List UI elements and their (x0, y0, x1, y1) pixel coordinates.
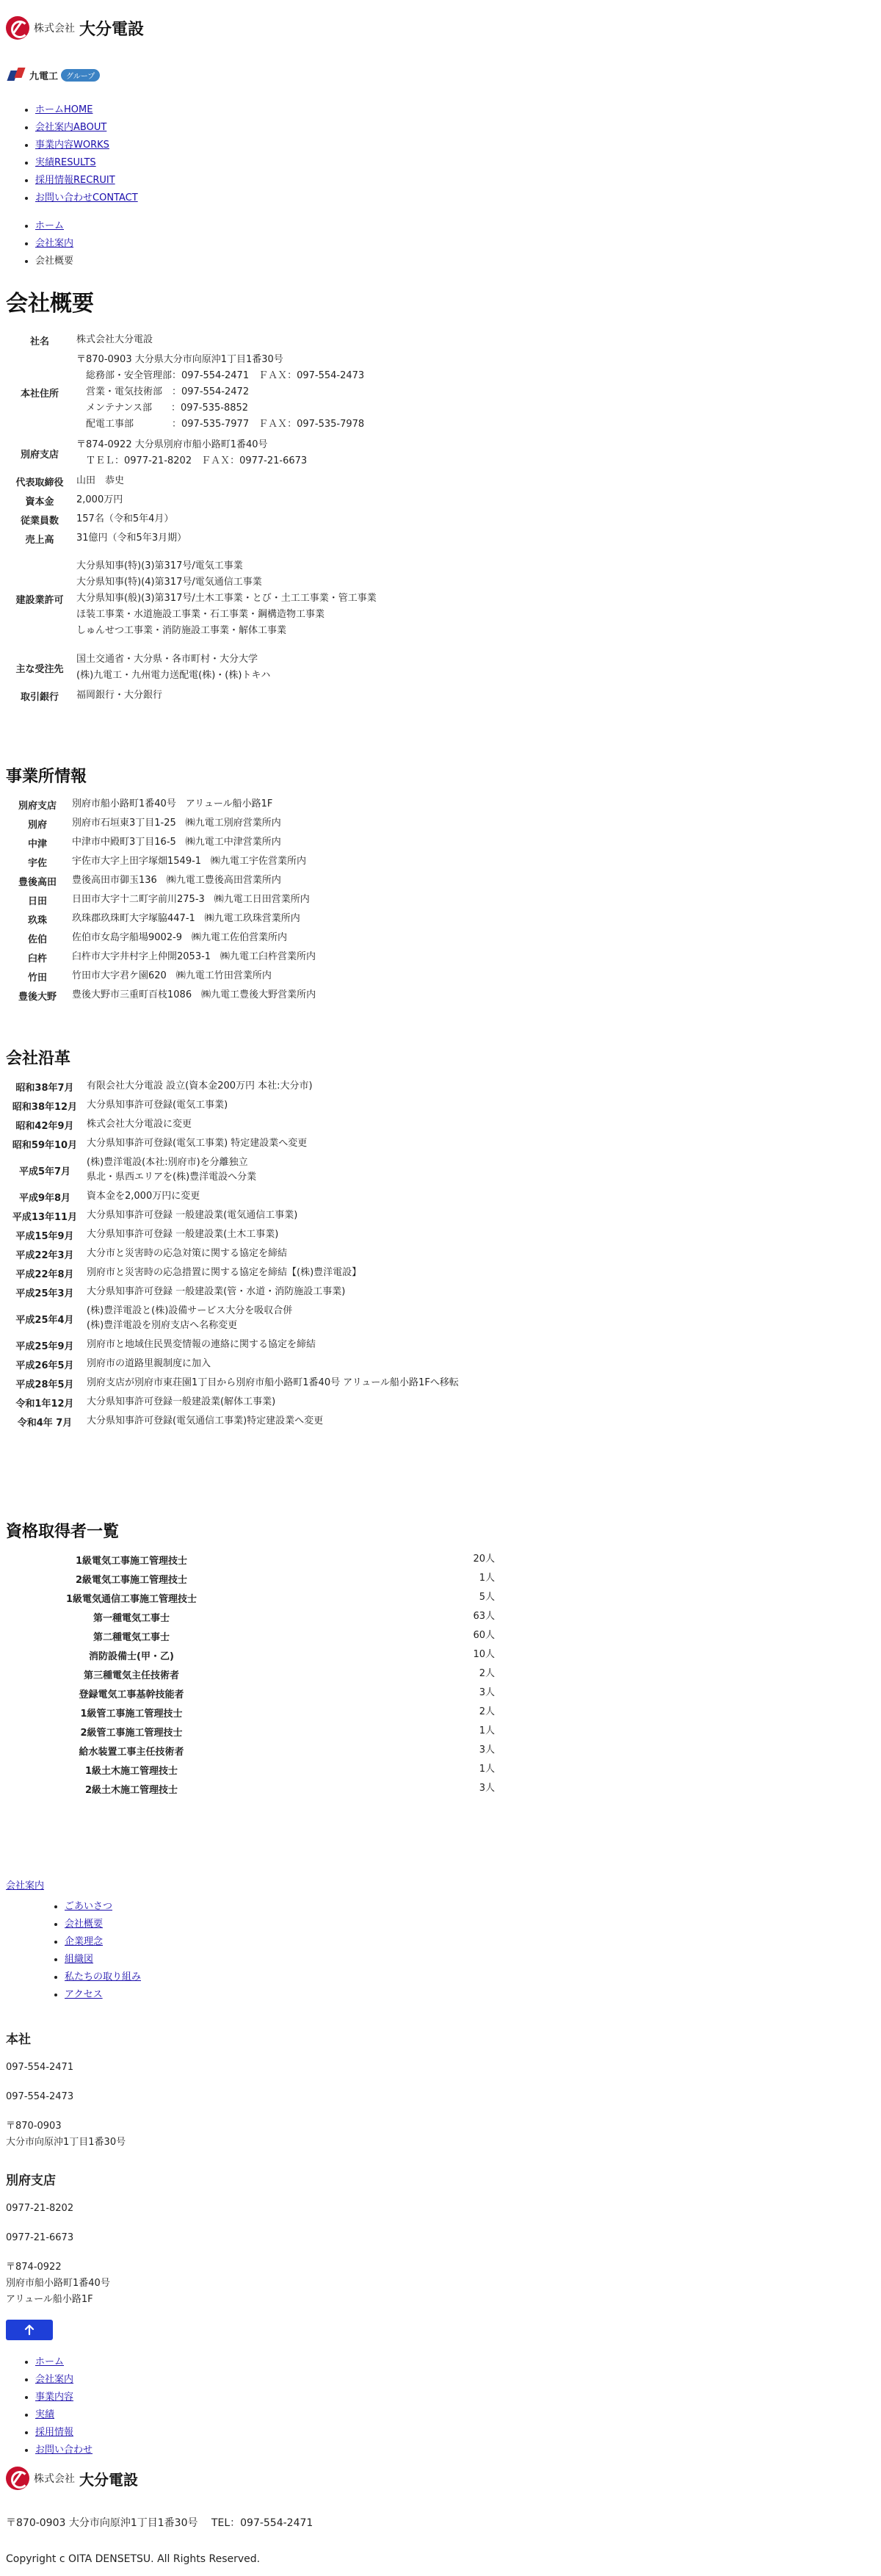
qual-name: 1級土木施工管理技士 (84, 1765, 178, 1777)
overview-table (6, 331, 380, 705)
history-date: 平成9年8月 (18, 1192, 71, 1204)
row-label: 資本金 (25, 496, 54, 508)
table-row (6, 986, 319, 1005)
subnav-link-initiatives[interactable]: 私たちの取り組み (65, 1971, 142, 1982)
office-name: 豊後大野 (18, 991, 57, 1003)
breadcrumb-current: • 会社概要 (35, 253, 73, 270)
footer-nav-item (35, 2353, 93, 2371)
office-info: 佐伯市女島字船場9002-9 ㈱九電工佐伯営業所内 (72, 932, 288, 943)
hq-address: 〒870-0903 大分県大分市向原沖1丁目1番30号 総務部・安全管理部：097-554-2471 ＦＡＸ：097-554-2473 営業・電気技術部 ：097-554-2472 メンテナンス部 ：097-535-8852 配電工事部 ：097-535-7977 ＦＡＸ：097-535-7978 (76, 354, 365, 430)
subnav-link-philosophy[interactable]: 企業理念 (65, 1936, 104, 1947)
qual-count: 3人 (479, 1783, 495, 1794)
history-event: 別府市の道路里親制度に加入 (87, 1358, 211, 1369)
history-event: 資本金を2,000万円に変更 (87, 1191, 200, 1202)
row-label: 本社住所 (20, 388, 59, 400)
sales: 31億円（令和5年3月期） (76, 533, 187, 544)
subnav-item (65, 1916, 141, 1933)
subnav (0, 1898, 141, 2004)
group-name: 九電工 (29, 71, 59, 82)
office-name: 豊後高田 (18, 876, 57, 888)
office-name: 日田 (27, 895, 47, 907)
nav-item-about (35, 119, 138, 137)
footer-nav-item (35, 2371, 93, 2389)
office-name: 宇佐 (27, 857, 47, 869)
copyright: Copyright c OITA DENSETSU. All Rights Reserved. (6, 2553, 261, 2565)
qual-count: 3人 (479, 1687, 495, 1698)
employees: 157名（令和5年4月） (76, 513, 174, 524)
footer-nav-item (35, 2442, 93, 2459)
row-label: 代表取締役 (15, 477, 64, 488)
nav-link-contact[interactable]: お問い合わせCONTACT (35, 192, 138, 203)
office-info: 玖珠郡玖珠町大字塚脇447-1 ㈱九電工玖珠営業所内 (72, 913, 300, 924)
footer-nav-item (35, 2424, 93, 2442)
office-info: 豊後大野市三重町百枝1086 ㈱九電工豊後大野営業所内 (72, 989, 316, 1000)
office-info: 豊後高田市御玉136 ㈱九電工豊後高田営業所内 (72, 875, 281, 886)
table-row (6, 1077, 490, 1096)
nav-link-about[interactable]: 会社案内ABOUT (35, 122, 107, 133)
office-info: 別府市船小路町1番40号 アリュール船小路1F (72, 798, 273, 809)
history-event: 株式会社大分電設に変更 (87, 1119, 192, 1130)
table-row (6, 331, 380, 350)
history-event: 大分県知事許可登録(電気工事業) (87, 1100, 228, 1111)
history-event: 大分市と災害時の応急対策に関する協定を締結 (87, 1248, 288, 1259)
history-event: 別府支店が別府市東荘園1丁目から別府市船小路町1番40号 アリュール船小路1Fへ移転 (87, 1377, 459, 1388)
qualifications-heading: 資格取得者一覧 (6, 1523, 120, 1541)
table-row (6, 852, 319, 871)
qual-name: 給水装置工事主任技術者 (79, 1746, 184, 1758)
qual-name: 1級管工事施工管理技士 (80, 1708, 183, 1720)
footer-link-contact[interactable]: お問い合わせ (35, 2445, 93, 2456)
footer-hq-fax: 097-554-2473 (6, 2091, 74, 2102)
table-row (6, 1393, 490, 1412)
qual-count: 3人 (479, 1745, 495, 1756)
qual-name: 登録電気工事基幹技能者 (79, 1689, 184, 1700)
office-info: 中津市中殿町3丁目16-5 ㈱九電工中津営業所内 (72, 837, 281, 848)
kyudenko-logo-icon (7, 68, 26, 82)
footer-link-results[interactable]: 実績 (35, 2409, 55, 2420)
table-row (6, 1096, 490, 1115)
qual-count: 5人 (479, 1592, 495, 1603)
qual-name: 第一種電気工事士 (93, 1612, 170, 1624)
table-row (6, 1263, 490, 1282)
breadcrumb-item (35, 217, 73, 235)
office-info: 竹田市大字君ケ園620 ㈱九電工竹田営業所内 (72, 970, 272, 981)
qual-name: 第二種電気工事士 (93, 1631, 170, 1643)
history-date: 平成25年4月 (15, 1314, 74, 1326)
capital: 2,000万円 (76, 494, 123, 505)
history-date: 昭和59年10月 (12, 1139, 78, 1151)
history-date: 昭和38年7月 (15, 1082, 74, 1094)
table-row (6, 1354, 490, 1374)
footer-link-about[interactable]: 会社案内 (35, 2374, 74, 2385)
history-event: (株)豊洋電設と(株)設備サービス大分を吸収合併 (株)豊洋電設を別府支店へ名称変更 (87, 1305, 293, 1331)
table-row (6, 472, 380, 491)
history-event: 大分県知事許可登録 一般建設業(管・水道・消防施設工事業) (87, 1286, 346, 1297)
footer-hq-address: 〒870-0903 大分市向原沖1丁目1番30号 (6, 2121, 126, 2148)
table-row (6, 1206, 490, 1225)
table-row (6, 1244, 490, 1263)
history-date: 平成26年5月 (15, 1360, 74, 1371)
footer-nav-item (35, 2389, 93, 2406)
banks: 福岡銀行・大分銀行 (76, 690, 163, 701)
footer-address: 〒870-0903 大分市向原沖1丁目1番30号 TEL：097-554-2471 (6, 2517, 313, 2529)
qual-name: 第三種電気主任技術者 (83, 1670, 179, 1681)
qual-name: 1級電気工事施工管理技士 (75, 1555, 188, 1567)
company-logo-icon (6, 2467, 29, 2490)
office-info: 別府市石垣東3丁目1-25 ㈱九電工別府営業所内 (72, 818, 281, 829)
footer-hq-title: 本社 (6, 2032, 31, 2047)
row-label: 従業員数 (20, 515, 59, 527)
table-row (6, 1282, 490, 1302)
nav-item-results (35, 154, 138, 172)
representative: 山田 恭史 (76, 475, 125, 486)
qual-count: 20人 (473, 1554, 495, 1565)
table-row (6, 1741, 498, 1760)
footer-link-home[interactable]: ホーム (35, 2356, 65, 2367)
history-date: 平成22年8月 (15, 1269, 74, 1280)
row-label: 取引銀行 (20, 691, 59, 703)
table-row (6, 435, 380, 472)
logo-name: 大分電設 (79, 20, 145, 39)
qual-name: 2級土木施工管理技士 (84, 1784, 178, 1796)
history-event: (株)豊洋電設(本社:別府市)を分離独立 県北・県西エリアを(株)豊洋電設へ分業 (87, 1157, 257, 1183)
company-logo-icon (6, 16, 29, 40)
table-row (6, 1664, 498, 1684)
nav-item-contact (35, 190, 138, 207)
table-row (6, 814, 319, 833)
subnav-item (65, 1986, 141, 2004)
subnav-item (65, 1969, 141, 1986)
breadcrumb (0, 217, 73, 270)
footer-link-recruit[interactable]: 採用情報 (35, 2427, 74, 2438)
office-name: 別府支店 (18, 800, 57, 812)
history-table (6, 1077, 490, 1431)
table-row (6, 491, 380, 510)
qual-name: 消防設備士(甲・乙) (89, 1650, 174, 1662)
table-row (6, 1115, 490, 1134)
footer-branch-address: 〒874-0922 別府市船小路町1番40号 アリュール船小路1F (6, 2262, 110, 2305)
breadcrumb-item (35, 235, 73, 253)
table-row (6, 1588, 498, 1607)
page-title: 会社概要 (6, 291, 94, 317)
office-info: 臼杵市大字井村字上仲開2053-1 ㈱九電工臼杵営業所内 (72, 951, 316, 962)
footer-logo[interactable] (6, 2467, 138, 2490)
qual-count: 1人 (479, 1764, 495, 1775)
arrow-up-icon (23, 2324, 35, 2336)
office-name: 中津 (27, 838, 47, 850)
office-name: 玖珠 (27, 914, 47, 926)
footer-hq-tel[interactable]: 097-554-2471 (6, 2062, 74, 2073)
logo-prefix: 株式会社 (34, 2473, 75, 2485)
office-name: 別府 (27, 819, 47, 831)
back-to-top-button[interactable] (6, 2320, 53, 2340)
footer-branch-tel[interactable]: 0977-21-8202 (6, 2203, 74, 2214)
breadcrumb-link-about[interactable]: 会社案内 (35, 238, 74, 249)
subnav-item (65, 1898, 141, 1916)
nav-link-recruit[interactable]: 採用情報RECRUIT (35, 175, 115, 186)
group-badge: グループ (61, 69, 100, 82)
history-event: 別府市と地域住民異変情報の連絡に関する協定を締結 (87, 1339, 316, 1350)
history-date: 平成22年3月 (15, 1249, 74, 1261)
history-date: 昭和38年12月 (12, 1101, 78, 1113)
table-row (6, 1607, 498, 1626)
subnav-title-link[interactable]: 会社案内 (6, 1880, 45, 1891)
history-date: 平成13年11月 (12, 1211, 78, 1223)
table-row (6, 1626, 498, 1645)
office-name: 佐伯 (27, 934, 47, 945)
history-event: 大分県知事許可登録 一般建設業(電気通信工事業) (87, 1210, 298, 1221)
footer-link-works[interactable]: 事業内容 (35, 2392, 74, 2403)
table-row (6, 1760, 498, 1779)
history-date: 平成25年3月 (15, 1288, 74, 1299)
nav-link-results[interactable]: 実績RESULTS (35, 157, 96, 168)
offices-table (6, 795, 319, 1005)
table-row (6, 1335, 490, 1354)
logo-prefix: 株式会社 (34, 23, 75, 35)
qual-name: 2級管工事施工管理技士 (80, 1727, 183, 1739)
subnav-link-greeting[interactable]: ごあいさつ (65, 1901, 113, 1912)
table-row (6, 948, 319, 967)
history-date: 令和4年 7月 (17, 1417, 73, 1429)
subnav-link-overview[interactable]: 会社概要 (65, 1919, 104, 1930)
licenses: 大分県知事(特)(3)第317号/電気工事業 大分県知事(特)(4)第317号/電気通信工事業 大分県知事(般)(3)第317号/土木工事業・とび・土工工事業・管工事業 ほ装工事業・水道施設工事業・石工事業・鋼構造物工事業 しゅんせつ工事業・消防施設工事業・解体工事業 (76, 560, 377, 636)
qual-name: 2級電気工事施工管理技士 (75, 1574, 188, 1586)
table-row (6, 350, 380, 435)
table-row (6, 649, 380, 686)
subnav-item (65, 1933, 141, 1951)
history-date: 令和1年12月 (15, 1398, 74, 1410)
main-nav (0, 101, 138, 207)
table-row (6, 833, 319, 852)
qual-count: 63人 (473, 1611, 495, 1622)
table-row (6, 1187, 490, 1206)
table-row (6, 1412, 490, 1431)
history-event: 大分県知事許可登録(電気通信工事業)特定建設業へ変更 (87, 1415, 324, 1426)
qual-count: 10人 (473, 1649, 495, 1660)
footer-nav (0, 2353, 93, 2459)
breadcrumb-link-home[interactable]: ホーム (35, 220, 65, 231)
history-event: 大分県知事許可登録(電気工事業) 特定建設業へ変更 (87, 1138, 308, 1149)
table-row (6, 890, 319, 909)
logo-name: 大分電設 (79, 2470, 138, 2489)
table-row (6, 1374, 490, 1393)
qual-count: 1人 (479, 1573, 495, 1584)
subnav-link-access[interactable]: アクセス (65, 1989, 103, 2000)
table-row (6, 1645, 498, 1664)
clients: 国土交通省・大分県・各市町村・大分大学 (株)九電工・九州電力送配電(株)・(株)トキハ (76, 654, 271, 681)
table-row (6, 909, 319, 928)
group-logo[interactable] (7, 68, 100, 82)
history-event: 別府市と災害時の応急措置に関する協定を締結【(株)豊洋電設】 (87, 1267, 362, 1278)
nav-link-home[interactable]: ホームHOME (35, 104, 93, 115)
table-row (6, 1134, 490, 1153)
table-row (6, 1684, 498, 1703)
history-date: 平成5年7月 (18, 1166, 71, 1177)
nav-link-works[interactable]: 事業内容WORKS (35, 140, 109, 151)
site-logo[interactable] (6, 16, 144, 40)
qual-count: 2人 (479, 1668, 495, 1679)
history-date: 平成15年9月 (15, 1230, 74, 1242)
footer-branch-title: 別府支店 (6, 2173, 56, 2188)
office-name: 竹田 (27, 972, 47, 984)
table-row (6, 1703, 498, 1722)
table-row (6, 529, 380, 548)
table-row (6, 795, 319, 814)
qualifications-table (6, 1550, 498, 1798)
history-date: 昭和42年9月 (15, 1120, 74, 1132)
table-row (6, 686, 380, 705)
office-info: 宇佐市大字上田字塚畑1549-1 ㈱九電工宇佐営業所内 (72, 856, 307, 867)
table-row (6, 967, 319, 986)
row-label: 別府支店 (20, 449, 59, 461)
row-label: 主な受注先 (15, 663, 64, 675)
row-label: 建設業許可 (15, 594, 64, 606)
branch-address: 〒874-0922 大分県別府市船小路町1番40号 ＴＥＬ：0977-21-8202 ＦＡＸ：0977-21-6673 (76, 439, 308, 466)
history-event: 有限会社大分電設 設立(資本金200万円 本社:大分市) (87, 1080, 313, 1092)
office-name: 臼杵 (27, 953, 47, 964)
qual-count: 2人 (479, 1706, 495, 1717)
history-date: 平成25年9月 (15, 1341, 74, 1352)
table-row (6, 1153, 490, 1187)
row-label: 売上高 (25, 534, 54, 546)
qual-count: 1人 (479, 1725, 495, 1736)
table-row (6, 1569, 498, 1588)
table-row (6, 1550, 498, 1569)
table-row (6, 548, 380, 649)
nav-item-works (35, 137, 138, 154)
footer-nav-item (35, 2406, 93, 2424)
history-event: 大分県知事許可登録一般建設業(解体工事業) (87, 1396, 276, 1407)
office-info: 日田市大字十二町字前川275-3 ㈱九電工日田営業所内 (72, 894, 310, 905)
history-heading: 会社沿革 (6, 1050, 71, 1068)
subnav-link-org-chart[interactable]: 組織図 (65, 1954, 94, 1965)
table-row (6, 1302, 490, 1335)
history-event: 大分県知事許可登録 一般建設業(土木工事業) (87, 1229, 279, 1240)
table-row (6, 1779, 498, 1798)
qual-count: 60人 (473, 1630, 495, 1641)
history-date: 平成28年5月 (15, 1379, 74, 1390)
subnav-item (65, 1951, 141, 1969)
table-row (6, 510, 380, 529)
row-label: 社名 (29, 336, 49, 347)
company-name: 株式会社大分電設 (76, 334, 153, 345)
table-row (6, 1225, 490, 1244)
table-row (6, 1722, 498, 1741)
qual-name: 1級電気通信工事施工管理技士 (65, 1593, 197, 1605)
nav-item-recruit (35, 172, 138, 190)
table-row (6, 871, 319, 890)
table-row (6, 928, 319, 948)
offices-heading: 事業所情報 (6, 768, 87, 786)
nav-item-home (35, 101, 138, 119)
footer-branch-fax: 0977-21-6673 (6, 2232, 74, 2243)
